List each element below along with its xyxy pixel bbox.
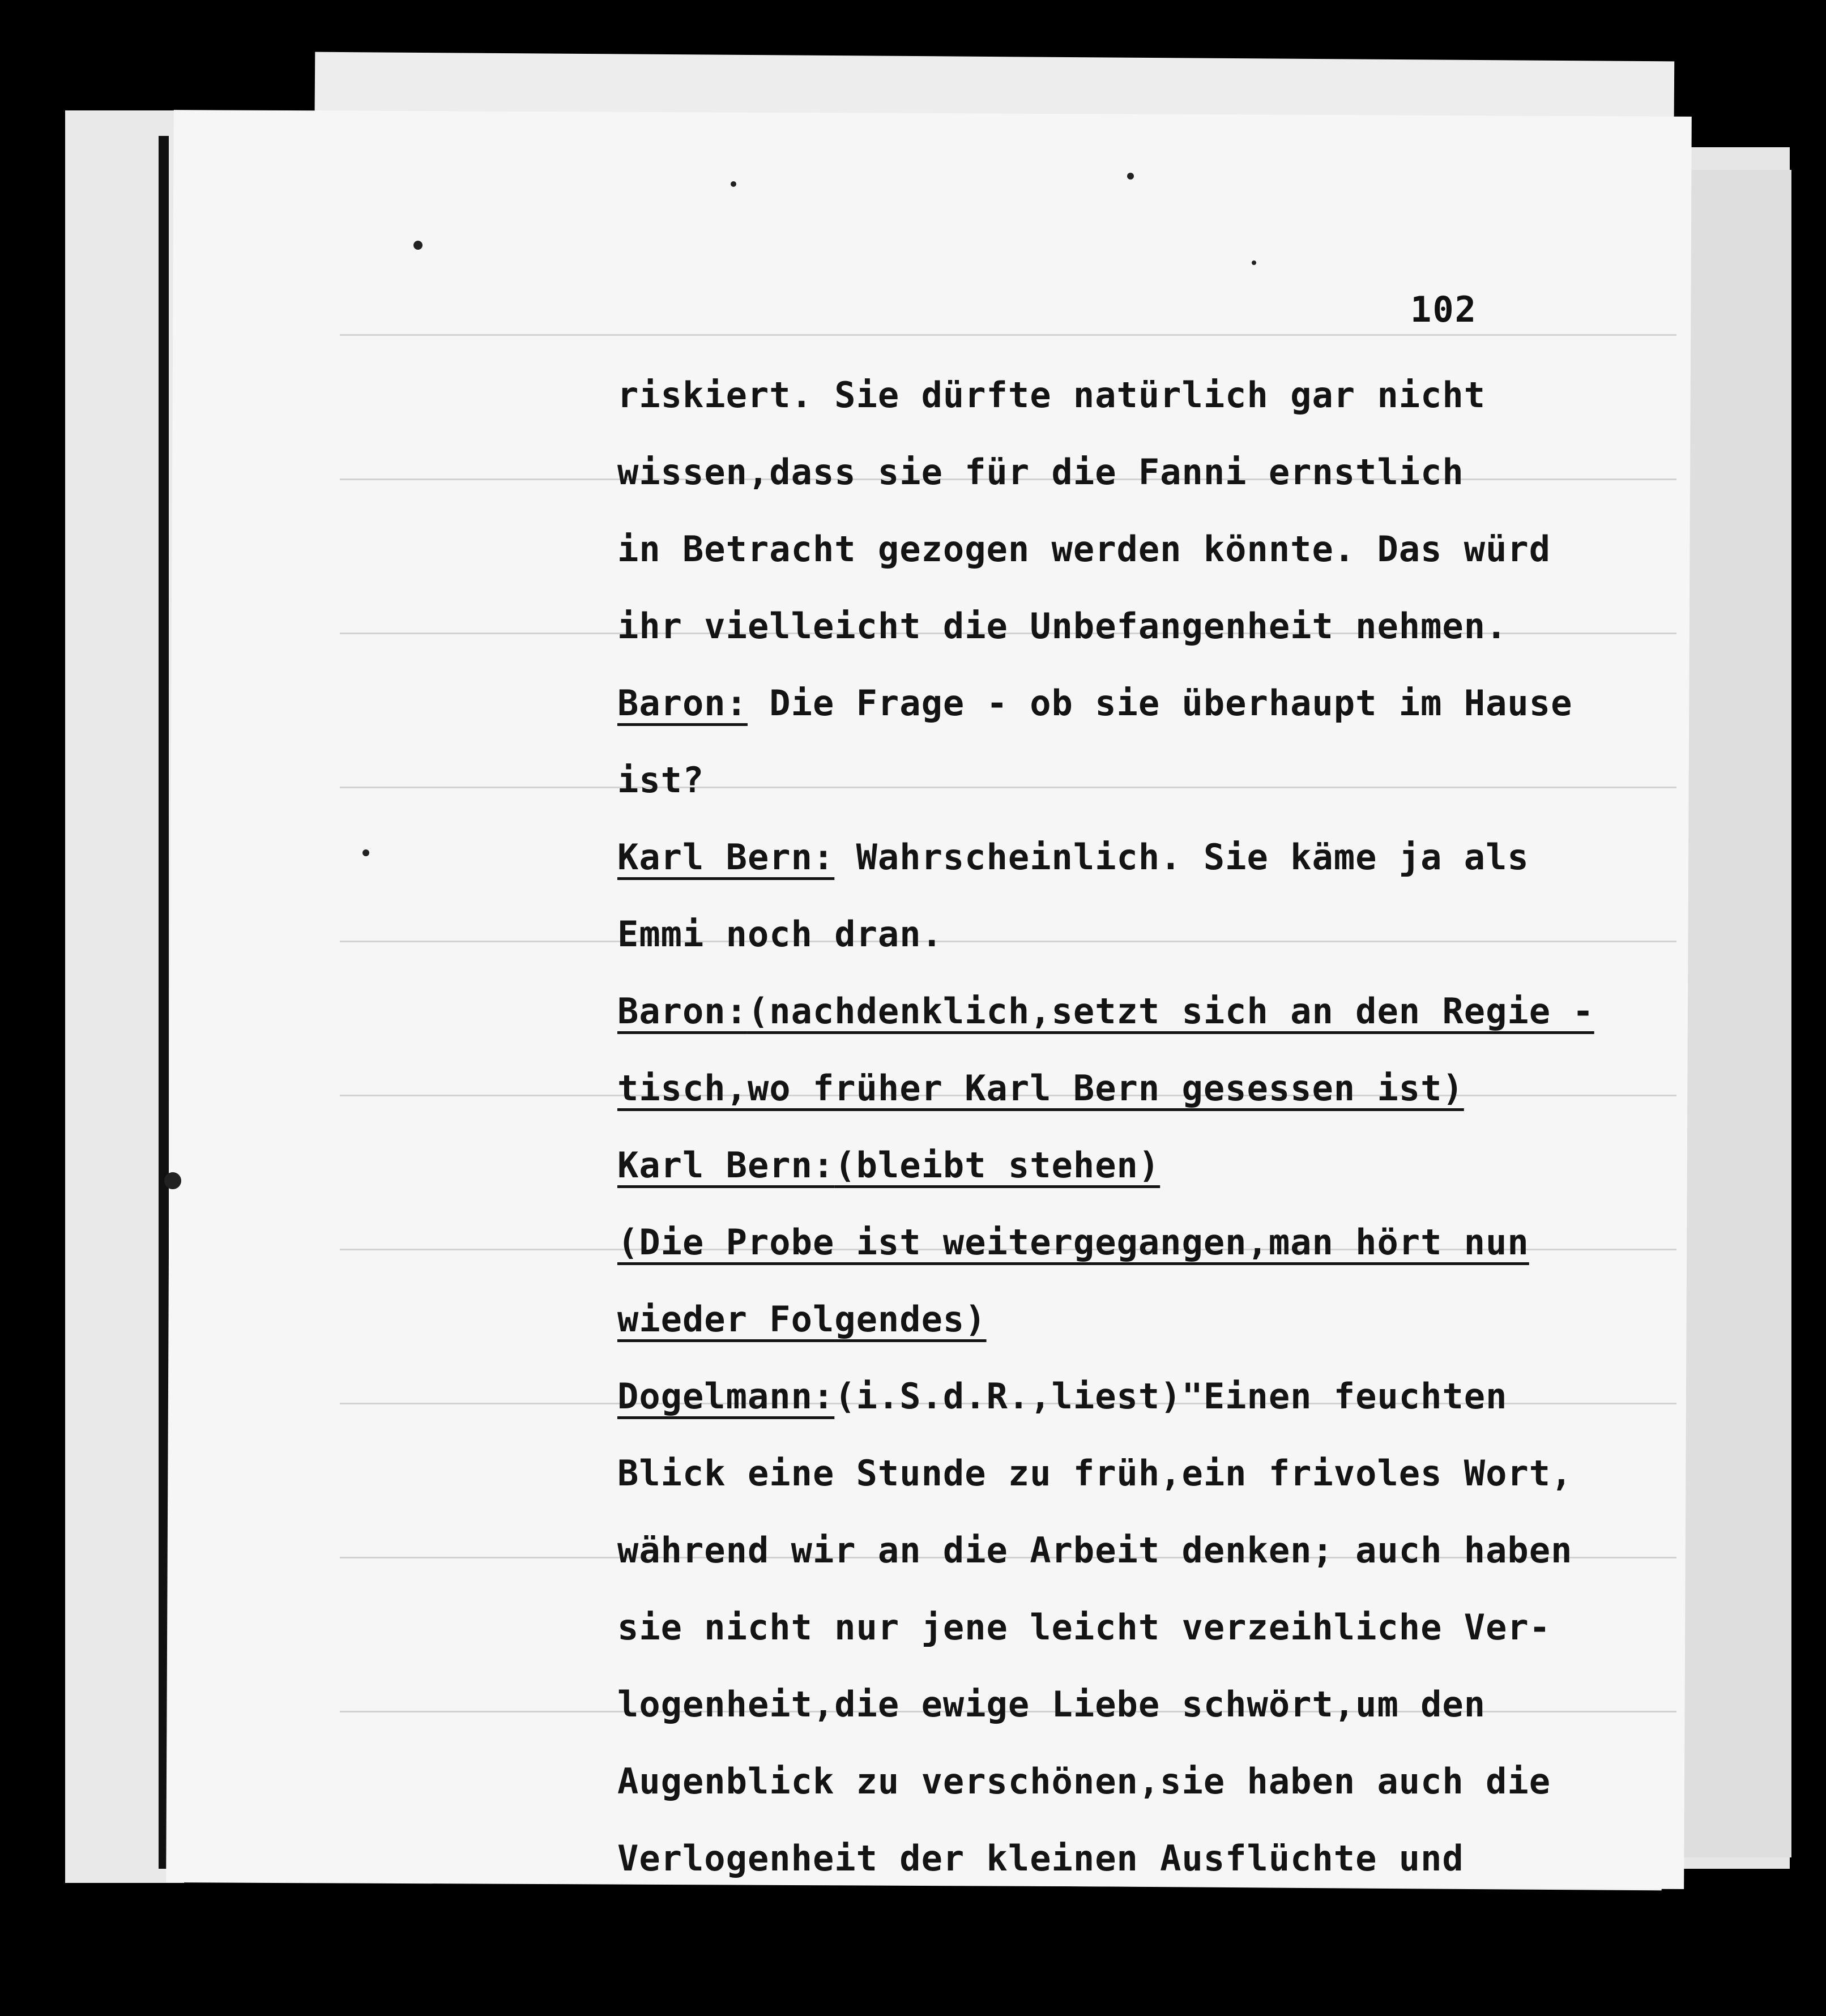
text-line: [617, 742, 1682, 819]
speaker: Baron:: [617, 682, 748, 724]
text-line: [617, 588, 1682, 665]
text-line: [617, 819, 1682, 896]
line-text: (Die Probe ist weitergegangen,man hört nun: [617, 1221, 1529, 1263]
line-text: Wahrscheinlich. Sie käme ja als: [834, 836, 1529, 878]
speck: [731, 181, 736, 187]
text-line: [617, 1820, 1682, 1897]
speck: [164, 1172, 181, 1189]
line-text: riskiert. Sie dürfte natürlich gar nicht: [617, 374, 1486, 416]
line-text: wieder Folgendes): [617, 1299, 987, 1340]
text-line: [617, 1589, 1682, 1666]
line-text: Die Frage - ob sie überhaupt im Hause: [747, 682, 1573, 724]
line-text: ist?: [617, 759, 705, 801]
speck: [1127, 173, 1134, 180]
text-line: [617, 973, 1682, 1050]
line-text: Blick eine Stunde zu früh,ein frivoles Wort,: [617, 1453, 1573, 1494]
speck: [362, 849, 369, 856]
line-text: tisch,wo früher Karl Bern gesessen ist): [617, 1067, 1464, 1109]
speaker: Karl Bern:: [617, 1144, 835, 1186]
line-text: ihr vielleicht die Unbefangenheit nehmen.: [617, 605, 1508, 647]
page-number: 102: [1410, 289, 1477, 330]
text-line: [617, 1743, 1682, 1820]
script-text: [617, 357, 1682, 1897]
text-line: [617, 665, 1682, 742]
text-line: [617, 1127, 1682, 1204]
line-text: in Betracht gezogen werden könnte. Das würd: [617, 528, 1551, 570]
text-line: [617, 434, 1682, 511]
text-line: [617, 1358, 1682, 1435]
background-sheet-edge: [1676, 170, 1791, 1857]
text-line: [617, 1281, 1682, 1358]
speaker: Karl Bern:: [617, 836, 835, 878]
text-line: [617, 1435, 1682, 1512]
text-line: [617, 1204, 1682, 1281]
speck: [413, 241, 423, 250]
line-text: sie nicht nur jene leicht verzeihliche Ver-: [617, 1607, 1551, 1648]
speaker: Baron:: [617, 990, 748, 1032]
line-text: Emmi noch dran.: [617, 913, 943, 955]
speaker: Dogelmann:: [617, 1376, 835, 1417]
text-line: [617, 357, 1682, 434]
line-text: (nachdenklich,setzt sich an den Regie -: [747, 990, 1594, 1032]
paper-rule: [340, 334, 1676, 336]
text-line: [617, 1050, 1682, 1127]
text-line: [617, 1512, 1682, 1589]
text-line: [617, 1666, 1682, 1743]
speck: [1252, 260, 1256, 265]
line-text: (bleibt stehen): [834, 1144, 1161, 1186]
line-text: während wir an die Arbeit denken; auch haben: [617, 1530, 1573, 1571]
line-text: Augenblick zu verschönen,sie haben auch die: [617, 1761, 1551, 1802]
line-text: Verlogenheit der kleinen Ausflüchte und: [617, 1838, 1464, 1879]
line-text: wissen,dass sie für die Fanni ernstlich: [617, 451, 1464, 493]
line-text: logenheit,die ewige Liebe schwört,um den: [617, 1684, 1486, 1725]
text-line: [617, 511, 1682, 588]
text-line: [617, 896, 1682, 973]
line-text: (i.S.d.R.,liest)"Einen feuchten: [834, 1376, 1508, 1417]
